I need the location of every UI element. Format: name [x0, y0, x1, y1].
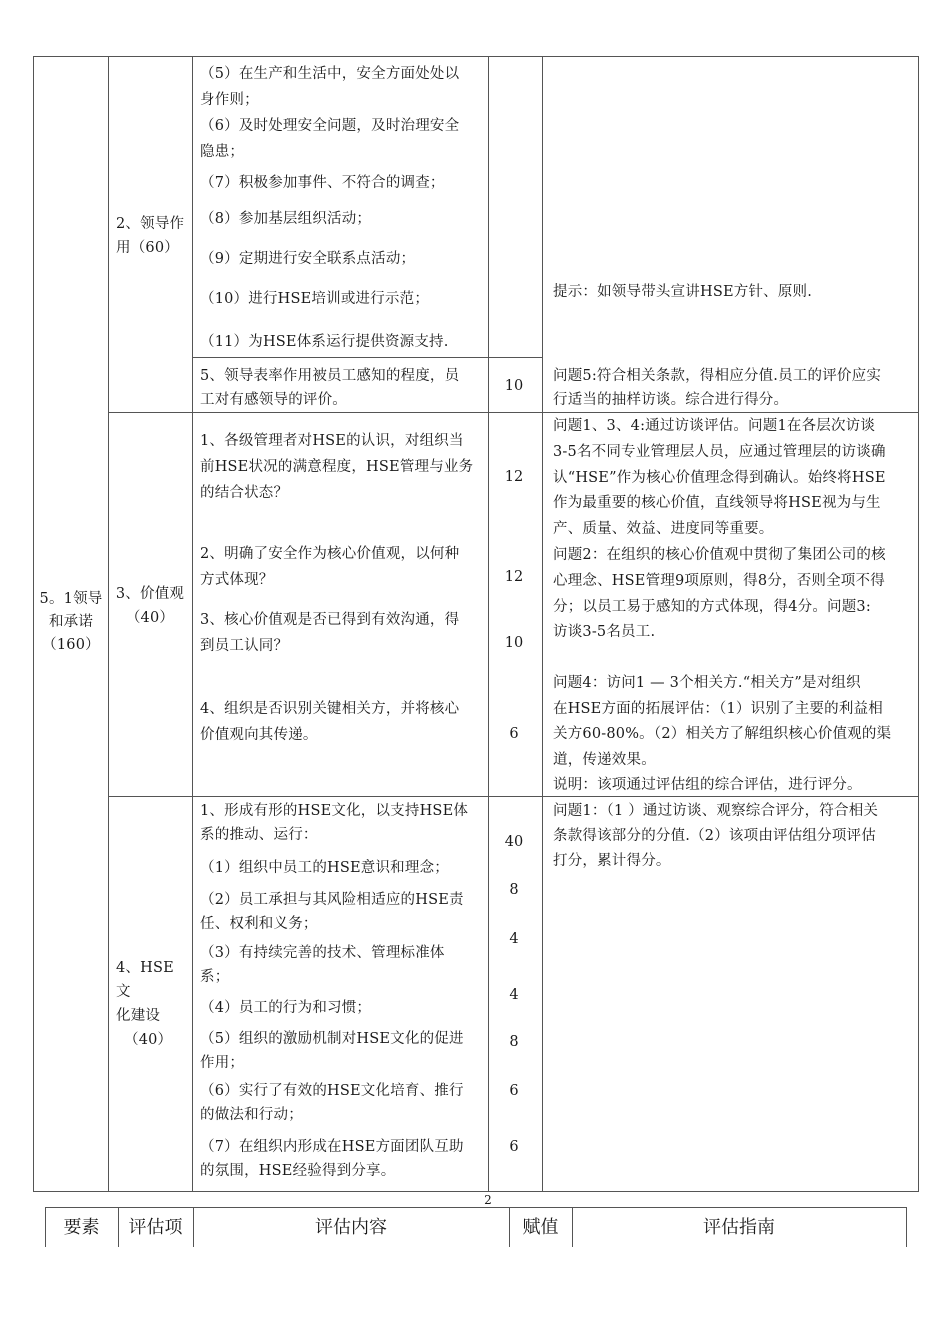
values-q4: 4、组织是否识别关键相关方，并将核心 价值观向其传递。 — [200, 701, 460, 743]
values-score-1: 12 — [504, 469, 524, 485]
culture-score-1: 40 — [504, 834, 524, 850]
table-col-divider-4 — [542, 56, 543, 1192]
leadership-q5-score: 10 — [504, 378, 524, 394]
values-guide-b: 问题4：访问1 — 3个相关方.“相关方”是对组织 在HSE方面的拓展评估：（1）识别了主要的利益相 关方60-80%。（2）相关方了解组织核心价值观的渠 道，传递效果。 说明：该项通过评估组的综合评估，进行评分。 — [553, 675, 892, 793]
values-q3: 3、核心价值观是否已得到有效沟通，得 到员工认同？ — [200, 612, 460, 654]
values-score-4: 6 — [509, 726, 519, 742]
culture-score-3: 4 — [509, 931, 519, 947]
item-culture: 4、HSE 文 化建设 （40） — [116, 960, 174, 1048]
values-score-3: 10 — [504, 635, 524, 651]
culture-score-5: 8 — [509, 1034, 519, 1050]
table-border-top — [33, 56, 919, 57]
page-number: 2 — [484, 1193, 492, 1207]
row-divider-values — [108, 412, 919, 413]
culture-score-4: 4 — [509, 987, 519, 1003]
header-element: 要素 — [63, 1217, 100, 1238]
leadership-guide: 提示：如领导带头宣讲HSE方针、原则. — [553, 284, 813, 300]
header-content: 评估内容 — [315, 1217, 387, 1238]
header-score: 赋值 — [522, 1217, 559, 1238]
culture-score-7: 6 — [509, 1139, 519, 1155]
table-border-right — [918, 56, 919, 1192]
element-label: 5。1领导 和承诺 （160） — [39, 591, 103, 653]
next-header-top — [45, 1207, 907, 1208]
values-q2: 2、明确了安全作为核心价值观，以何种 方式体现？ — [200, 546, 460, 588]
table-col-divider-2 — [192, 56, 193, 1192]
item-leadership: 2、领导作 用（60） — [116, 216, 185, 256]
leadership-q5-content: 5、领导表率作用被员工感知的程度，员 工对有感领导的评价。 — [200, 368, 460, 408]
values-score-2: 12 — [504, 569, 524, 585]
values-guide-a: 问题1、3、4:通过访谈评估。问题1在各层次访谈 3-5名不同专业管理层人员，应通过管理层的访谈确 认“HSE”作为核心价值理念得到确认。始终将HSE 作为最重要的核心价值，直线领导将HSE视为与生 产、质量、效益、进度同等重要。 问题2：在组织的核心价值观中贯彻了集团公司的核 心理念、HSE管理9项原则，得8分，否则全项不得 分；以员工易于感知的方式体现，得4分。问题3: 访谈3-5名员工. — [553, 418, 886, 641]
header-guide: 评估指南 — [703, 1217, 775, 1238]
item-values: 3、价值观 （40） — [115, 586, 185, 626]
row-divider-q5 — [192, 357, 543, 358]
culture-score-6: 6 — [509, 1083, 519, 1099]
culture-score-2: 8 — [509, 882, 519, 898]
values-q1: 1、各级管理者对HSE的认识，对组织当 前HSE状况的满意程度，HSE管理与业务 的结合状态？ — [200, 433, 474, 501]
culture-guide: 问题1：（1 ）通过访谈、观察综合评分，符合相关 条款得该部分的分值.（2）该项由评估组分项评估 打分，累计得分。 — [553, 803, 879, 869]
header-item: 评估项 — [128, 1217, 183, 1238]
leadership-q5-guide: 问题5:符合相关条款，得相应分值.员工的评价应实 行适当的抽样访谈。综合进行得分。 — [553, 368, 882, 408]
next-header-right — [906, 1207, 907, 1247]
